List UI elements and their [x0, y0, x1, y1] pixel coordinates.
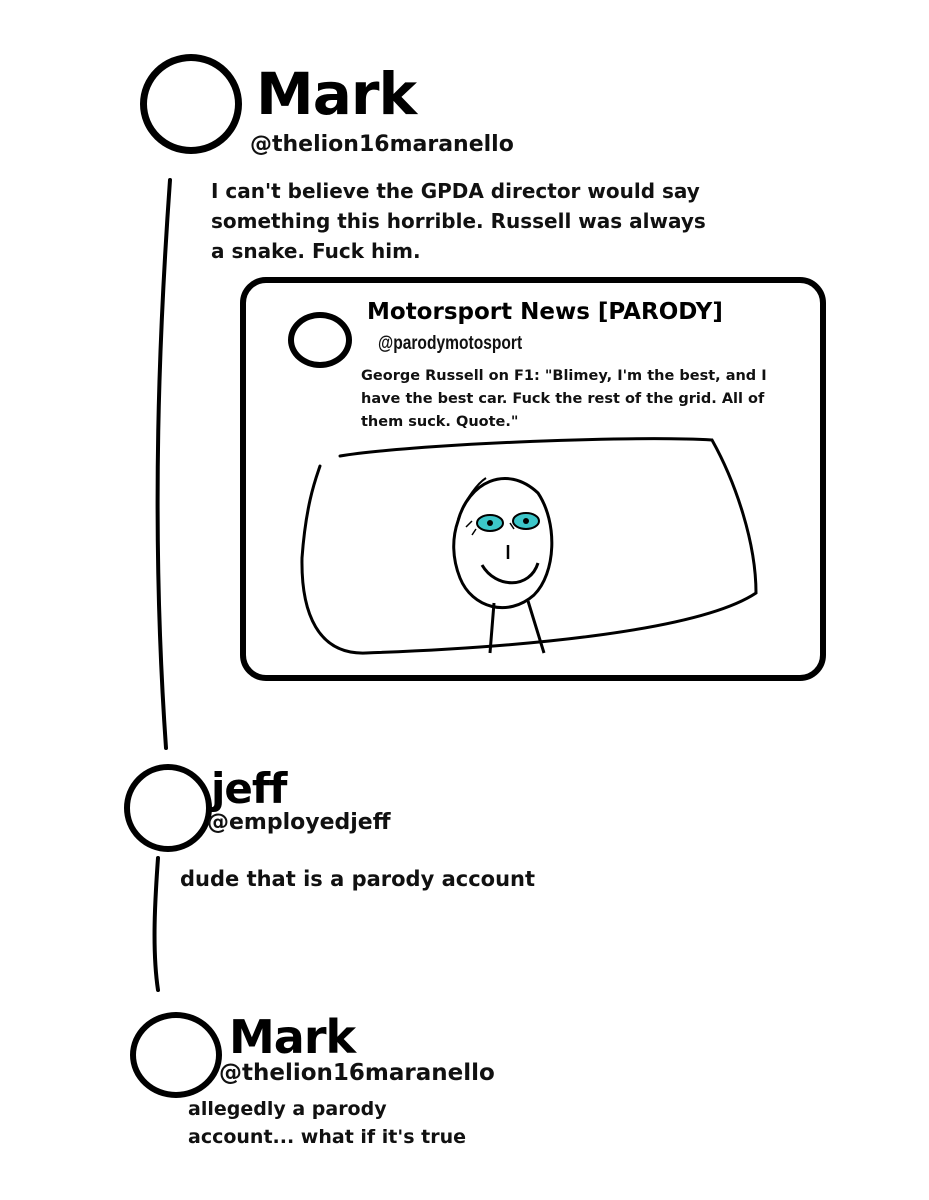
- quoted-drawing: [246, 283, 832, 687]
- post-3-author-name[interactable]: Mark: [229, 1010, 356, 1064]
- quoted-handle: @parodymotosport: [378, 333, 523, 354]
- drawing-smile: [482, 563, 538, 583]
- thread-line-2: [155, 858, 158, 990]
- post-2-text: dude that is a parody account: [180, 867, 536, 891]
- avatar-jeff[interactable]: [124, 764, 212, 852]
- avatar-mark-2[interactable]: [130, 1012, 222, 1098]
- post-1-handle[interactable]: @thelion16maranello: [250, 132, 514, 157]
- quoted-post-card[interactable]: [240, 277, 826, 681]
- quoted-author-name: Motorsport News [PARODY]: [367, 299, 723, 325]
- post-1-text: I can't believe the GPDA director would say something this horrible. Russell was always a snake. Fuck him.: [211, 179, 706, 263]
- post-3-handle[interactable]: @thelion16maranello: [219, 1060, 495, 1086]
- drawing-frame: [302, 439, 756, 653]
- post-2-author-name[interactable]: jeff: [211, 764, 287, 813]
- post-2-handle[interactable]: @employedjeff: [207, 810, 391, 835]
- avatar-mark-1[interactable]: [140, 54, 242, 154]
- quoted-text: George Russell on F1: "Blimey, I'm the best, and I have the best car. Fuck the rest of the grid. All of them suck. Quote.": [361, 368, 767, 430]
- thread-line-1: [158, 180, 170, 748]
- post-3-text-line-1: allegedly a parody: [188, 1098, 387, 1120]
- post-3-text-line-2: account... what if it's true: [188, 1126, 466, 1148]
- post-1-author-name[interactable]: Mark: [256, 60, 417, 128]
